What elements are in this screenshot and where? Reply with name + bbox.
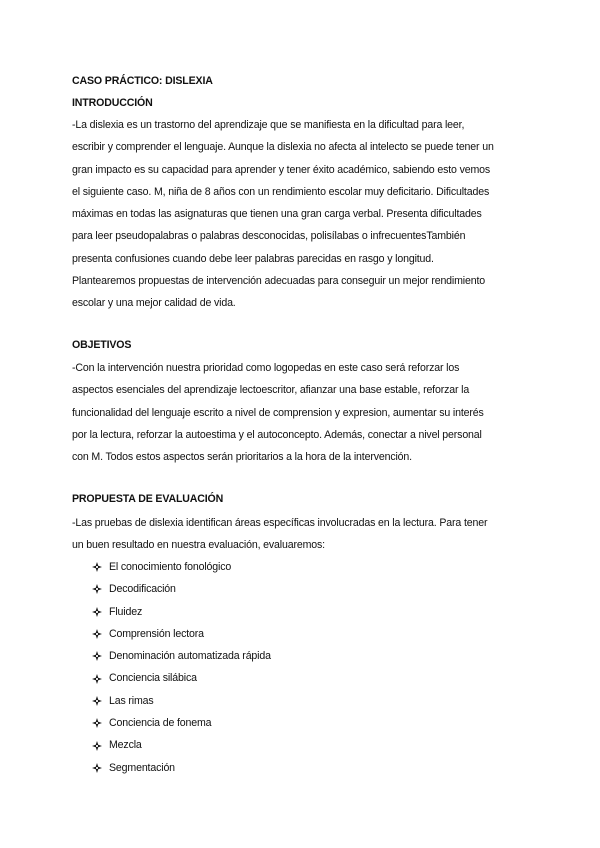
paragraph-line: gran impacto es su capacidad para aprender y tener éxito académico, sabiendo esto vemos [72,163,491,176]
section-propuesta [72,490,532,508]
list-item-label: Mezcla [109,739,142,752]
evaluation-list [92,556,271,779]
paragraph-line: escribir y comprender el lenguaje. Aunque la dislexia no afecta al intelecto se puede tener un [72,141,494,154]
paragraph-line: el siguiente caso. M, niña de 8 años con un rendimiento escolar muy deficitario. Dificultades [72,185,490,198]
paragraph-line: por la lectura, reforzar la autoestima y el autoconcepto. Además, conectar a nivel personal [72,428,482,441]
paragraph-line: Plantearemos propuestas de intervención adecuadas para conseguir un mejor rendimiento [72,275,486,288]
list-item [92,623,271,645]
section-heading-introduccion: INTRODUCCIÓN [72,97,153,109]
list-item-label: Las rimas [109,694,154,707]
section-objetivos [72,336,532,354]
document-title-block [72,72,532,90]
paragraph-line: funcionalidad del lenguaje escrito a nivel de comprension y expresion, aumentar su interés [72,406,484,419]
diamond-bullet-icon [92,696,102,706]
list-item [92,712,271,734]
diamond-bullet-icon [92,562,102,572]
diamond-bullet-icon [92,718,102,728]
list-item-label: El conocimiento fonológico [109,561,232,573]
list-item [92,667,271,689]
list-item [92,734,271,756]
paragraph-propuesta [72,512,532,557]
diamond-bullet-icon [92,584,102,594]
paragraph-line: presenta confusiones cuando debe leer palabras parecidas en rasgo y longitud. [72,252,434,265]
paragraph-line: -Con la intervención nuestra prioridad como logopedas en este caso será reforzar los [72,362,460,374]
paragraph-line: -La dislexia es un trastorno del aprendizaje que se manifiesta en la dificultad para leer, [72,119,465,131]
diamond-bullet-icon [92,674,102,684]
list-item-label: Denominación automatizada rápida [109,650,271,663]
list-item-label: Fluidez [109,605,143,618]
list-item [92,757,271,779]
list-item-label: Decodificación [109,583,176,596]
list-item-label: Conciencia silábica [109,672,197,685]
list-item-label: Segmentación [109,761,175,774]
diamond-bullet-icon [92,741,102,751]
diamond-bullet-icon [92,629,102,639]
list-item [92,690,271,712]
paragraph-line: -Las pruebas de dislexia identifican áreas específicas involucradas en la lectura. Para tener [72,517,488,529]
paragraph-line: máximas en todas las asignaturas que tienen una gran carga verbal. Presenta dificultades [72,208,482,221]
paragraph-line: un buen resultado en nuestra evaluación, evaluaremos: [72,539,325,552]
list-item-label: Conciencia de fonema [109,717,212,730]
section-heading-propuesta: PROPUESTA DE EVALUACIÓN [72,493,224,505]
paragraph-line: para leer pseudopalabras o palabras desconocidas, polisílabas o infrecuentesTambién [72,230,466,243]
diamond-bullet-icon [92,763,102,773]
document-title: CASO PRÁCTICO: DISLEXIA [72,75,213,87]
diamond-bullet-icon [92,651,102,661]
paragraph-introduccion [72,114,532,315]
list-item [92,601,271,623]
section-heading-objetivos: OBJETIVOS [72,339,132,351]
paragraph-objetivos [72,357,532,468]
list-item [92,578,271,600]
list-item [92,645,271,667]
paragraph-line: con M. Todos estos aspectos serán prioritarios a la hora de la intervención. [72,451,412,464]
paragraph-line: aspectos esenciales del aprendizaje lectoescritor, afianzar una base estable, reforzar la [72,384,470,397]
list-item [92,556,271,578]
section-introduccion [72,94,532,112]
list-item-label: Comprensión lectora [109,627,204,640]
paragraph-line: escolar y una mejor calidad de vida. [72,297,236,310]
diamond-bullet-icon [92,607,102,617]
